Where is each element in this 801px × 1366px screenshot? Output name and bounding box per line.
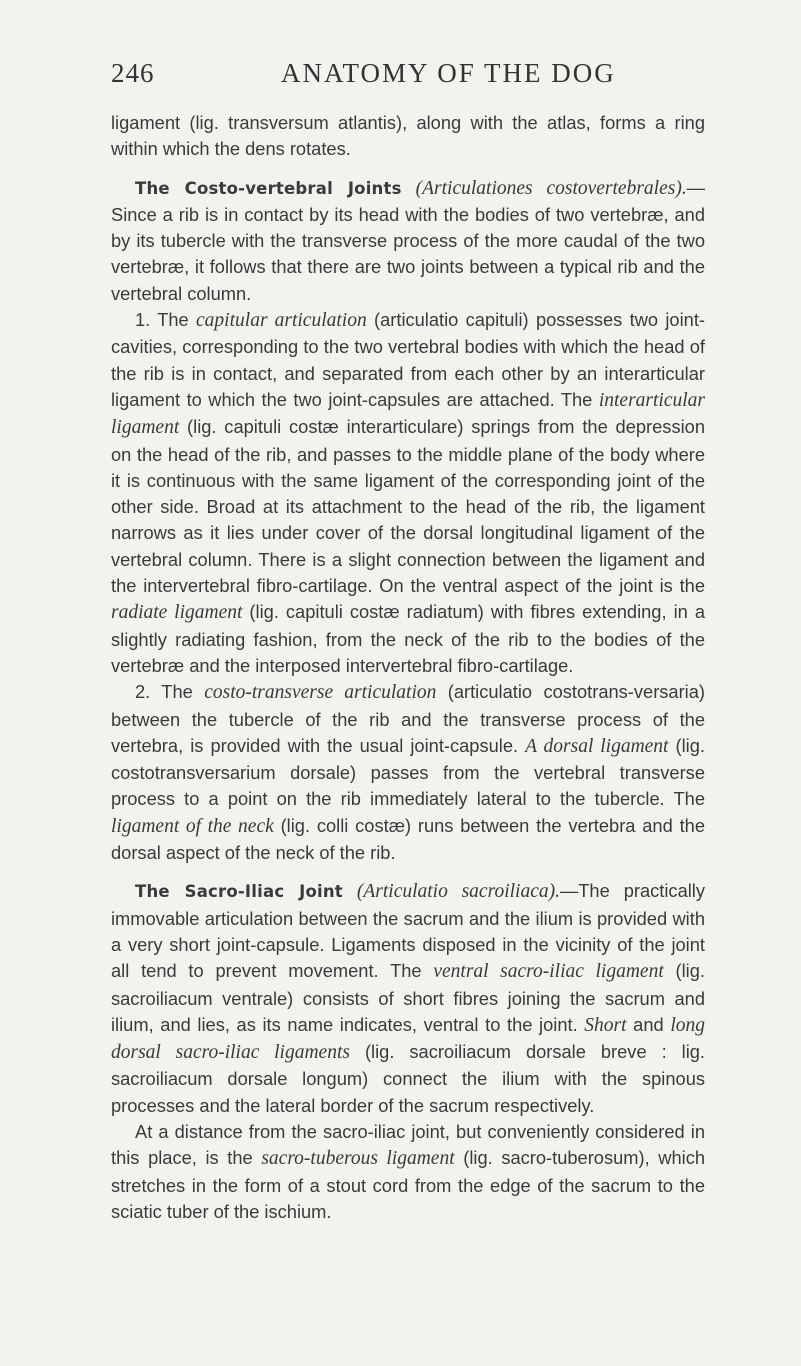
term: capitular articulation bbox=[196, 310, 367, 332]
running-title: ANATOMY OF THE DOG bbox=[281, 58, 616, 88]
page-number: 246 bbox=[111, 58, 155, 88]
term: costo-transverse articulation bbox=[204, 682, 437, 704]
paragraph-capitular: 1. The capitular articulation (articulatio capituli) possesses two joint-cavities, corresponding to the two vertebral bodies with which the head of the rib is in contact, and separated from each other by an interarticular ligament to which the two joint-capsules are attached. The interarticular ligament (lig. capituli costæ interarticulare) springs from the depression on the head of the rib, and passes to the middle plane of the body where it is continuous with the same ligament of the corresponding joint of the other side. Broad at its attachment to the head of the rib, the ligament narrows as it lies under cover of the dorsal longitudinal ligament of the vertebral column. There is a slight connection between the ligament and the intervertebral fibro-cartilage. On the ventral aspect of the joint is the radiate ligament (lig. capituli costæ radiatum) with fibres extending, in a slightly radiating fashion, from the neck of the rib to the bodies of the vertebræ and the interposed intervertebral fibro-cartilage. bbox=[111, 309, 705, 676]
paragraph-continuation: ligament (lig. transversum atlantis), along with the atlas, forms a ring within which the dens rotates. bbox=[111, 112, 705, 160]
paragraph-costo-vertebral: The Costo-vertebral Joints (Articulationes costovertebrales).— Since a rib is in contact by its head with the bodies of two vertebræ, and by its tubercle with the transverse process of the more caudal of the two vertebræ, it follows that there are two joints between a typical rib and the vertebral column. bbox=[111, 176, 705, 304]
section-heading-latin: (Articulatio sacroiliaca). bbox=[356, 881, 560, 903]
paragraph-sacro-iliac: The Sacro-Iliac Joint (Articulatio sacroiliaca).—The practically immovable articulation between the sacrum and the ilium is provided with a very short joint-capsule. Ligaments disposed in the vicinity of the joint all tend to prevent movement. The ventral sacro-iliac ligament (lig. sacroiliacum ventrale) consists of short fibres joining the sacrum and ilium, and lies, as its name indicates, ventral to the joint. Short and long dorsal sacro-iliac ligaments (lig. sacroiliacum dorsale breve : lig. sacroiliacum dorsale longum) connect the ilium with the spinous processes and the lateral border of the sacrum respectively. bbox=[111, 880, 705, 1116]
term: ligament of the neck bbox=[111, 815, 274, 837]
section-heading-latin: (Articulationes costovertebrales). bbox=[415, 177, 687, 199]
term: ventral sacro-iliac ligament bbox=[433, 961, 664, 983]
term: long dorsal sacro-iliac ligaments bbox=[111, 1014, 705, 1064]
section-heading: The Costo-vertebral Joints bbox=[135, 178, 402, 198]
term: Short bbox=[584, 1014, 627, 1036]
term: interarticular ligament bbox=[111, 389, 705, 439]
term: radiate ligament bbox=[111, 602, 243, 624]
term: sacro-tuberous ligament bbox=[261, 1148, 455, 1170]
section-heading: The Sacro-Iliac Joint bbox=[135, 882, 343, 902]
paragraph-sacro-tuberous: At a distance from the sacro-iliac joint, but conveniently considered in this place, is the sacro-tuberous ligament (lig. sacro-tuberosum), which stretches in the form of a stout cord from the edge of the sacrum to the sciatic tuber of the ischium. bbox=[111, 1120, 706, 1222]
body-text bbox=[111, 110, 705, 1225]
paragraph-costo-transverse: 2. The costo-transverse articulation (articulatio costotrans-versaria) between the tubercle of the rib and the transverse process of the vertebra, is provided with the usual joint-capsule. A dorsal ligament (lig. costotransversarium dorsale) passes from the vertebral transverse process to a point on the rib immediately lateral to the tubercle. The ligament of the neck (lig. colli costæ) runs between the vertebra and the dorsal aspect of the neck of the rib. bbox=[111, 681, 705, 864]
term: A dorsal ligament bbox=[525, 735, 669, 757]
